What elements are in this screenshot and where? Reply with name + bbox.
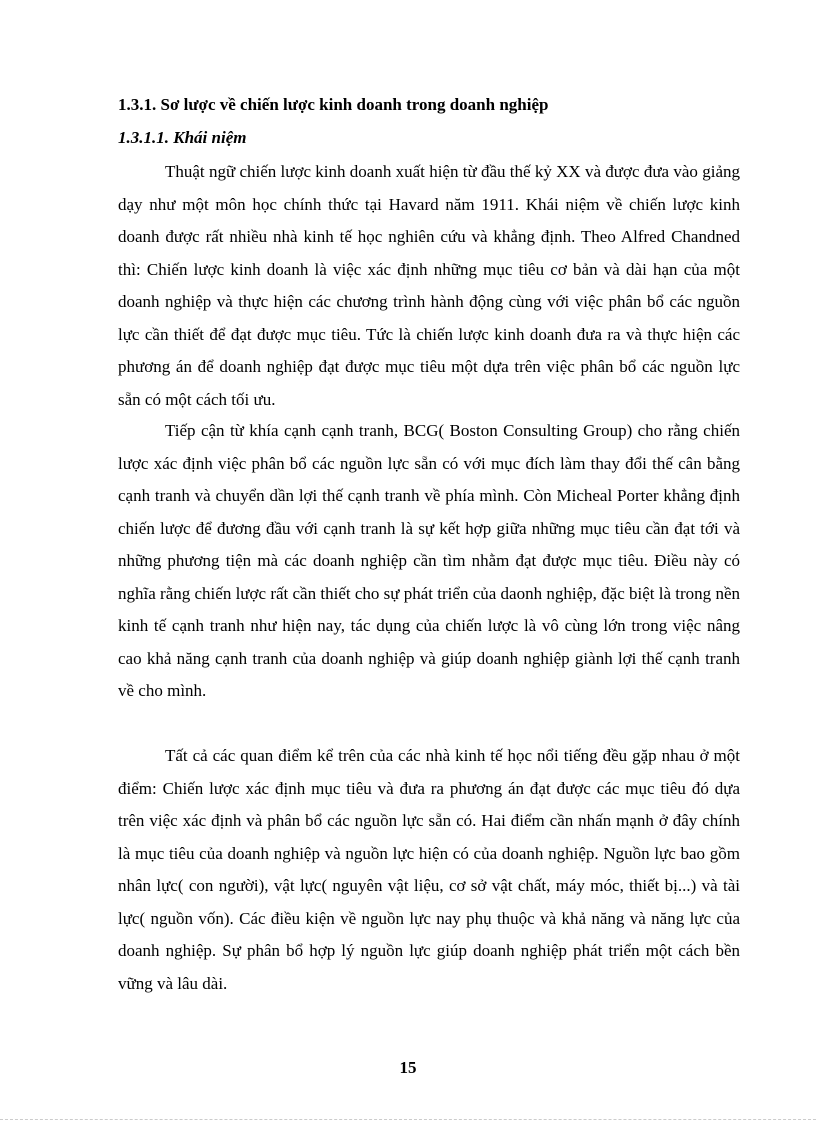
page-number: 15	[399, 1058, 417, 1077]
paragraph-competition-approach: Tiếp cận từ khía cạnh cạnh tranh, BCG( Boston Consulting Group) cho rằng chiến lược xác định việc phân bổ các nguồn lực sẵn có với mục đích làm thay đổi thế cân bằng cạnh tranh và chuyển dần lợi thế cạnh tranh về phía mình. Còn Micheal Porter khẳng định chiến lược để đương đầu với cạnh tranh là sự kết hợp giữa những mục tiêu cần đạt tới và những phương tiện mà các doanh nghiệp cần tìm nhằm đạt được mục tiêu. Điều này có nghĩa rằng chiến lược rất cần thiết cho sự phát triển của daonh nghiệp, đặc biệt là trong nền kinh tế cạnh tranh như hiện nay, tác dụng của chiến lược là vô cùng lớn trong việc nâng cao khả năng cạnh tranh của doanh nghiệp và giúp doanh nghiệp giành lợi thế cạnh tranh về cho mình.	[118, 421, 740, 700]
section-heading: 1.3.1. Sơ lược về chiến lược kinh doanh trong doanh nghiệp	[118, 95, 549, 114]
subsection-heading: 1.3.1.1. Khái niệm	[118, 128, 247, 147]
paragraph-definition: Thuật ngữ chiến lược kinh doanh xuất hiện từ đầu thế kỷ XX và được đưa vào giảng dạy như một môn học chính thức tại Havard năm 1911. Khái niệm về chiến lược kinh doanh được rất nhiều nhà kinh tế học nghiên cứu và khẳng định. Theo Alfred Chandned thì: Chiến lược kinh doanh là việc xác định những mục tiêu cơ bản và dài hạn của một doanh nghiệp và thực hiện các chương trình hành động cùng với việc phân bổ các nguồn lực cần thiết để đạt được mục tiêu. Tức là chiến lược kinh doanh đưa ra và thực hiện các phương án để doanh nghiệp đạt được mục tiêu một dựa trên việc phân bổ các nguồn lực sẵn có một cách tối ưu.	[118, 162, 740, 409]
paragraph-summary: Tất cả các quan điểm kể trên của các nhà kinh tế học nổi tiếng đều gặp nhau ở một điểm: Chiến lược xác định mục tiêu và đưa ra phương án đạt được các mục tiêu đó dựa trên việc xác định và phân bổ các nguồn lực sẵn có. Hai điểm cần nhấn mạnh ở đây chính là mục tiêu của doanh nghiệp và nguồn lực hiện có của doanh nghiệp. Nguồn lực bao gồm nhân lực( con người), vật lực( nguyên vật liệu, cơ sở vật chất, máy móc, thiết bị...) và tài lực( nguồn vốn). Các điều kiện về nguồn lực nay phụ thuộc và khả năng và năng lực của doanh nghiệp. Sự phân bổ hợp lý nguồn lực giúp doanh nghiệp phát triển một cách bền vững và lâu dài.	[118, 746, 740, 993]
page-bottom-divider	[0, 1119, 816, 1120]
